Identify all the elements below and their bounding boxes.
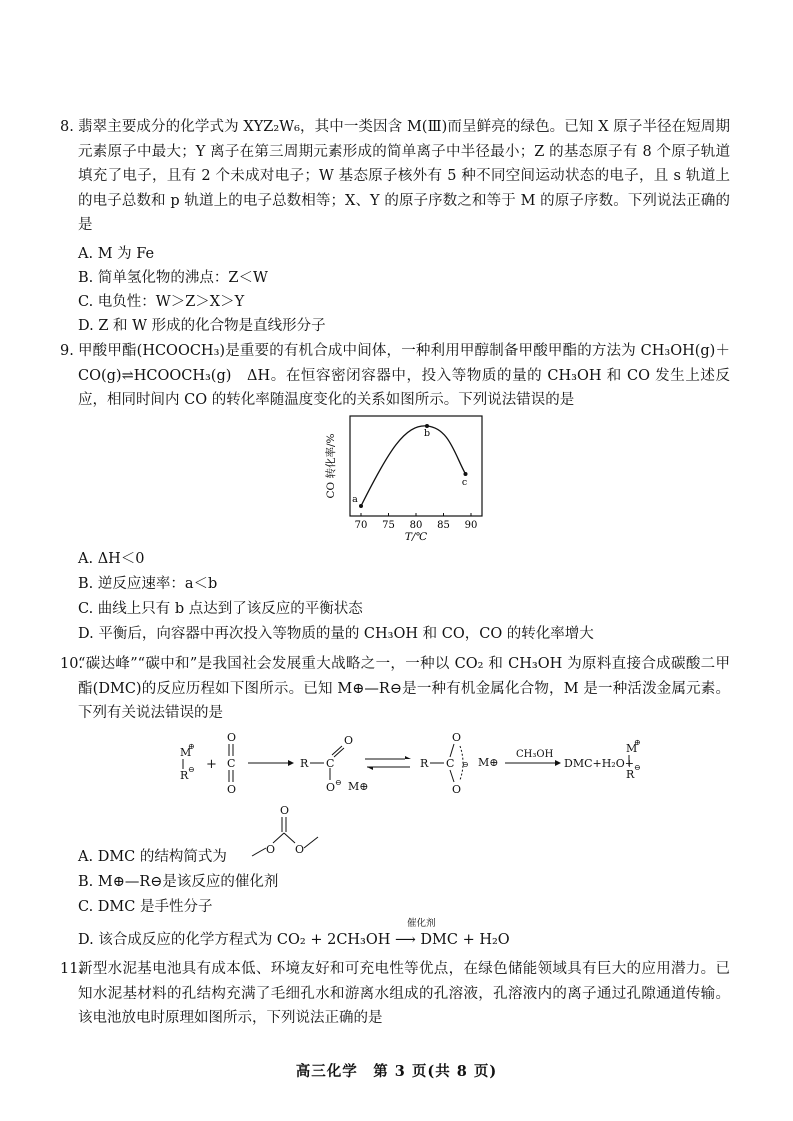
option-d: D. Z 和 W 形成的化合物是直线形分子: [78, 318, 326, 334]
question-number: 9.: [60, 343, 74, 359]
question-number: 10.: [60, 656, 84, 672]
plus-charge: ⊕: [634, 738, 641, 747]
oxygen-atom: O: [344, 734, 354, 747]
option-b: B. 简单氢化物的沸点：Z＜W: [78, 270, 268, 286]
plus-charge: ⊕: [188, 742, 195, 751]
carbon-atom: C: [227, 757, 236, 770]
option-a: A. ΔH＜0: [78, 551, 145, 567]
chart-frame: [350, 416, 482, 516]
question-stem: 翡翠主要成分的化学式为 XYZ₂W₆，其中一类因含 M(Ⅲ)而呈鲜亮的绿色。已知 X 原子半径在短周期元素原子中最大；Y 离子在第三周期元素形成的简单离子中半径最小；Z 的基态原子有 8 个原子轨道填充了电子，且有 2 个未成对电子；W 基态原子核外有 5 种不同空间运动状态的电子，且 s 轨道上的电子总数和 p 轨道上的电子总数相等；X、Y 的原子序数之和等于 M 的原子序数。下列说法正确的是: [78, 119, 730, 233]
products: DMC+H₂O+: [564, 757, 634, 770]
x-axis-label: T/℃: [404, 531, 428, 543]
minus-charge: ⊖: [462, 760, 469, 769]
oxygen-atom: O: [280, 804, 290, 817]
option-d: D. 平衡后，向容器中再次投入等物质的量的 CH₃OH 和 CO，CO 的转化率增大: [78, 626, 594, 642]
x-tick-label: 75: [382, 520, 395, 531]
x-tick-label: 85: [437, 520, 450, 531]
question-stem: 新型水泥基电池具有成本低、环境友好和可充电性等优点，在绿色储能领域具有巨大的应用潜力。已知水泥基材料的孔结构充满了毛细孔水和游离水组成的孔溶液，孔溶液内的离子通过孔隙通道传输。该电池放电时原理如图所示，下列说法正确的是: [78, 961, 730, 1026]
co-conversion-chart: [320, 410, 490, 545]
catalyst-label: 催化剂: [407, 918, 436, 929]
carbon-atom: C: [326, 757, 335, 770]
question-stem: 甲酸甲酯(HCOOCH₃)是重要的有机合成中间体，一种利用甲醇制备甲酸甲酯的方法为 CH₃OH(g)＋CO(g)⇌HCOOCH₃(g) ΔH。在恒容密闭容器中，投入等物质的量的 CH₃OH 和 CO 发生上述反应，相同时间内 CO 的转化率随温度变化的关系如图所示。下列说法错误的是: [78, 343, 730, 408]
metal-atom: M: [180, 746, 192, 759]
metal-cation: M⊕: [478, 756, 499, 769]
option-c: C. 曲线上只有 b 点达到了该反应的平衡状态: [78, 601, 363, 617]
x-tick-label: 70: [354, 520, 368, 531]
oxygen-atom: O: [227, 731, 237, 744]
oxygen-atom: O: [452, 731, 462, 744]
option-c: C. 电负性：W＞Z＞X＞Y: [78, 294, 245, 310]
oxygen-atom: O: [452, 783, 462, 796]
r-group: R: [180, 769, 189, 782]
carbon-atom: C: [446, 757, 455, 770]
y-axis-label: CO 转化率/%: [325, 433, 337, 499]
data-point-a: [359, 504, 363, 508]
minus-charge: ⊖: [335, 778, 342, 787]
option-a: A. M 为 Fe: [78, 246, 155, 262]
oxygen-atom: O: [326, 781, 336, 794]
data-point-c: [464, 472, 468, 476]
methanol-reagent: CH₃OH: [516, 749, 554, 760]
minus-charge: ⊖: [188, 765, 195, 774]
question-number: 8.: [60, 119, 74, 135]
question-8: [60, 115, 730, 238]
question-9: [60, 339, 730, 413]
question-10: [60, 652, 730, 726]
oxygen-atom: O: [295, 843, 305, 856]
question-number: 11.: [60, 961, 84, 977]
oxygen-atom: O: [227, 783, 237, 796]
point-label-a: a: [352, 494, 358, 505]
reaction-scheme: [160, 728, 660, 800]
r-group: R: [420, 757, 429, 770]
page-footer: 高三化学 第 3 页(共 8 页): [295, 1063, 498, 1080]
option-d: D. 该合成反应的化学方程式为 CO₂ + 2CH₃OH ⟶ DMC + H₂O: [78, 932, 510, 948]
option-b: B. 逆反应速率：a＜b: [78, 576, 218, 592]
question-11: [60, 957, 730, 1031]
option-b: B. M⊕—R⊖是该反应的催化剂: [78, 874, 279, 890]
metal-atom: M: [626, 742, 638, 755]
metal-cation: M⊕: [348, 780, 369, 793]
minus-charge: ⊖: [634, 763, 641, 772]
point-label-b: b: [423, 428, 431, 439]
x-tick-label: 80: [409, 520, 423, 531]
point-label-c: c: [461, 477, 468, 488]
r-group: R: [300, 757, 309, 770]
plus-sign: +: [206, 757, 217, 772]
question-stem: “碳达峰”“碳中和”是我国社会发展重大战略之一，一种以 CO₂ 和 CH₃OH 为原料直接合成碳酸二甲酯(DMC)的反应历程如下图所示。已知 M⊕—R⊖是一种有机金属化合物，M 是一种活泼金属元素。下列有关说法错误的是: [78, 656, 730, 721]
option-c: C. DMC 是手性分子: [78, 899, 213, 915]
x-tick-label: 90: [464, 520, 478, 531]
r-group: R: [626, 768, 635, 781]
option-a: A. DMC 的结构简式为: [78, 849, 227, 865]
dmc-structure: [244, 800, 326, 862]
oxygen-atom: O: [266, 843, 276, 856]
conversion-curve: [361, 426, 466, 506]
